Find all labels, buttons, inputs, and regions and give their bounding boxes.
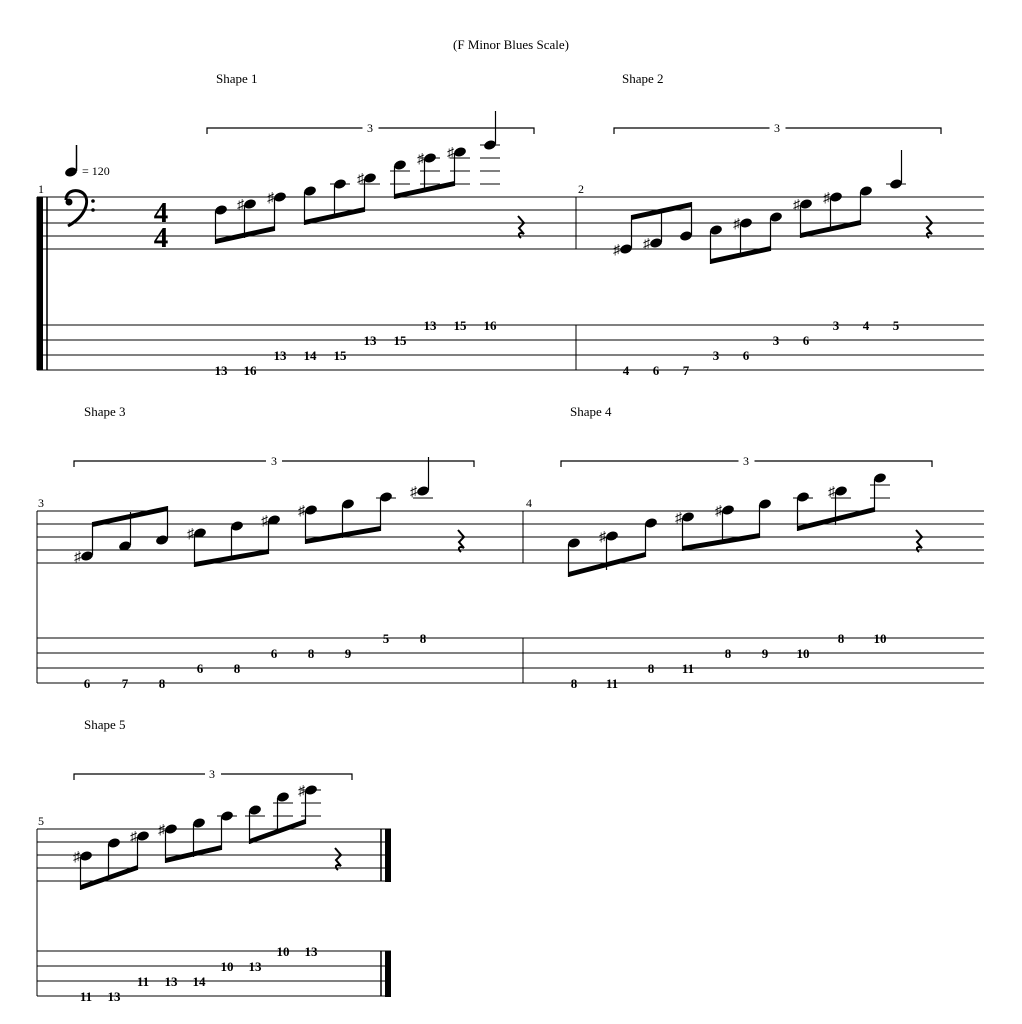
sharp-accidental-icon: ♯ (417, 152, 424, 167)
sharp-accidental-icon: ♯ (643, 237, 650, 252)
sharp-accidental-icon: ♯ (237, 198, 244, 213)
tab-fret-number: 11 (605, 676, 619, 691)
tab-fret-number: 8 (724, 646, 732, 661)
tab-fret-number: 13 (248, 959, 262, 974)
tab-fret-number: 7 (121, 676, 129, 691)
tab-fret-number: 6 (196, 661, 204, 676)
sharp-accidental-icon: ♯ (823, 191, 830, 206)
quarter-rest-icon (926, 216, 932, 238)
tab-fret-number: 10 (276, 944, 290, 959)
tab-fret-number: 8 (307, 646, 315, 661)
tab-fret-number: 9 (344, 646, 352, 661)
measure-number-2: 2 (578, 182, 584, 196)
tab-fret-number: 4 (862, 318, 870, 333)
end-thick-barline (385, 951, 391, 997)
sharp-accidental-icon: ♯ (158, 823, 165, 838)
tab-fret-number: 10 (796, 646, 810, 661)
tab-fret-number: 13 (363, 333, 377, 348)
tab-fret-number: 13 (304, 944, 318, 959)
end-thick-barline (385, 829, 391, 882)
sharp-accidental-icon: ♯ (733, 217, 740, 232)
sharp-accidental-icon: ♯ (599, 530, 606, 545)
tab-fret-number: 16 (243, 363, 257, 378)
time-signature-denominator: 4 (153, 222, 169, 254)
sharp-accidental-icon: ♯ (613, 243, 620, 258)
triplet-label-4: 3 (743, 454, 749, 468)
triplet-label-3: 3 (271, 454, 277, 468)
shape-label-1: Shape 1 (216, 71, 258, 86)
tab-fret-number: 4 (622, 363, 630, 378)
tab-fret-number: 11 (79, 989, 93, 1004)
sharp-accidental-icon: ♯ (261, 514, 268, 529)
tab-fret-number: 6 (742, 348, 750, 363)
sharp-accidental-icon: ♯ (130, 830, 137, 845)
sharp-accidental-icon: ♯ (715, 504, 722, 519)
tab-fret-number: 5 (892, 318, 900, 333)
sharp-accidental-icon: ♯ (298, 504, 305, 519)
sharp-accidental-icon: ♯ (675, 511, 682, 526)
triplet-label-5: 3 (209, 767, 215, 781)
tab-fret-number: 3 (772, 333, 780, 348)
tab-fret-number: 16 (483, 318, 497, 333)
tab-fret-number: 11 (136, 974, 150, 989)
tab-fret-number: 14 (192, 974, 206, 989)
tab-fret-number: 6 (802, 333, 810, 348)
sharp-accidental-icon: ♯ (267, 191, 274, 206)
measure-number-5: 5 (38, 814, 44, 828)
tempo-marking (64, 145, 110, 178)
quarter-rest-icon (518, 216, 524, 238)
tab-fret-number: 6 (652, 363, 660, 378)
tab-fret-number: 10 (220, 959, 234, 974)
tab-fret-number: 13 (423, 318, 437, 333)
shape-label-4: Shape 4 (570, 404, 612, 419)
tab-fret-number: 13 (273, 348, 287, 363)
triplet-label-2: 3 (774, 121, 780, 135)
sharp-accidental-icon: ♯ (828, 485, 835, 500)
tab-fret-number: 8 (570, 676, 578, 691)
triplet-label-1: 3 (367, 121, 373, 135)
tab-fret-number: 5 (382, 631, 390, 646)
shape-label-5: Shape 5 (84, 717, 126, 732)
sharp-accidental-icon: ♯ (74, 550, 81, 565)
quarter-rest-icon (458, 530, 464, 552)
note-beam (683, 533, 760, 551)
score-graphics (37, 111, 984, 1004)
tab-fret-number: 3 (712, 348, 720, 363)
shape-label-3: Shape 3 (84, 404, 126, 419)
tab-fret-number: 8 (647, 661, 655, 676)
tab-fret-number: 8 (419, 631, 427, 646)
measure-number-1: 1 (38, 182, 44, 196)
tab-fret-number: 15 (453, 318, 467, 333)
tab-fret-number: 9 (761, 646, 769, 661)
tab-fret-number: 11 (681, 661, 695, 676)
sharp-accidental-icon: ♯ (793, 198, 800, 213)
start-thick-barline (37, 197, 43, 370)
tab-fret-number: 13 (107, 989, 121, 1004)
bass-clef-icon (66, 191, 95, 226)
tab-fret-number: 10 (873, 631, 887, 646)
tab-fret-number: 8 (158, 676, 166, 691)
time-signature-numerator: 4 (153, 197, 169, 229)
sharp-accidental-icon: ♯ (298, 784, 305, 799)
sharp-accidental-icon: ♯ (357, 172, 364, 187)
tab-fret-number: 3 (832, 318, 840, 333)
tab-fret-number: 7 (682, 363, 690, 378)
tempo-bpm: = 120 (82, 164, 110, 178)
tab-fret-number: 15 (393, 333, 407, 348)
tab-fret-number: 8 (837, 631, 845, 646)
sharp-accidental-icon: ♯ (73, 850, 80, 865)
tab-fret-number: 13 (214, 363, 228, 378)
tab-fret-number: 15 (333, 348, 347, 363)
tab-fret-number: 13 (164, 974, 178, 989)
measure-number-4: 4 (526, 496, 532, 510)
tab-fret-number: 14 (303, 348, 317, 363)
sharp-accidental-icon: ♯ (447, 146, 454, 161)
quarter-rest-icon (916, 530, 922, 552)
sharp-accidental-icon: ♯ (187, 527, 194, 542)
tab-fret-number: 6 (83, 676, 91, 691)
measure-number-3: 3 (38, 496, 44, 510)
quarter-rest-icon (335, 848, 341, 870)
score-title: (F Minor Blues Scale) (453, 37, 569, 52)
tab-fret-number: 8 (233, 661, 241, 676)
shape-label-2: Shape 2 (622, 71, 664, 86)
sharp-accidental-icon: ♯ (410, 485, 417, 500)
tab-fret-number: 6 (270, 646, 278, 661)
